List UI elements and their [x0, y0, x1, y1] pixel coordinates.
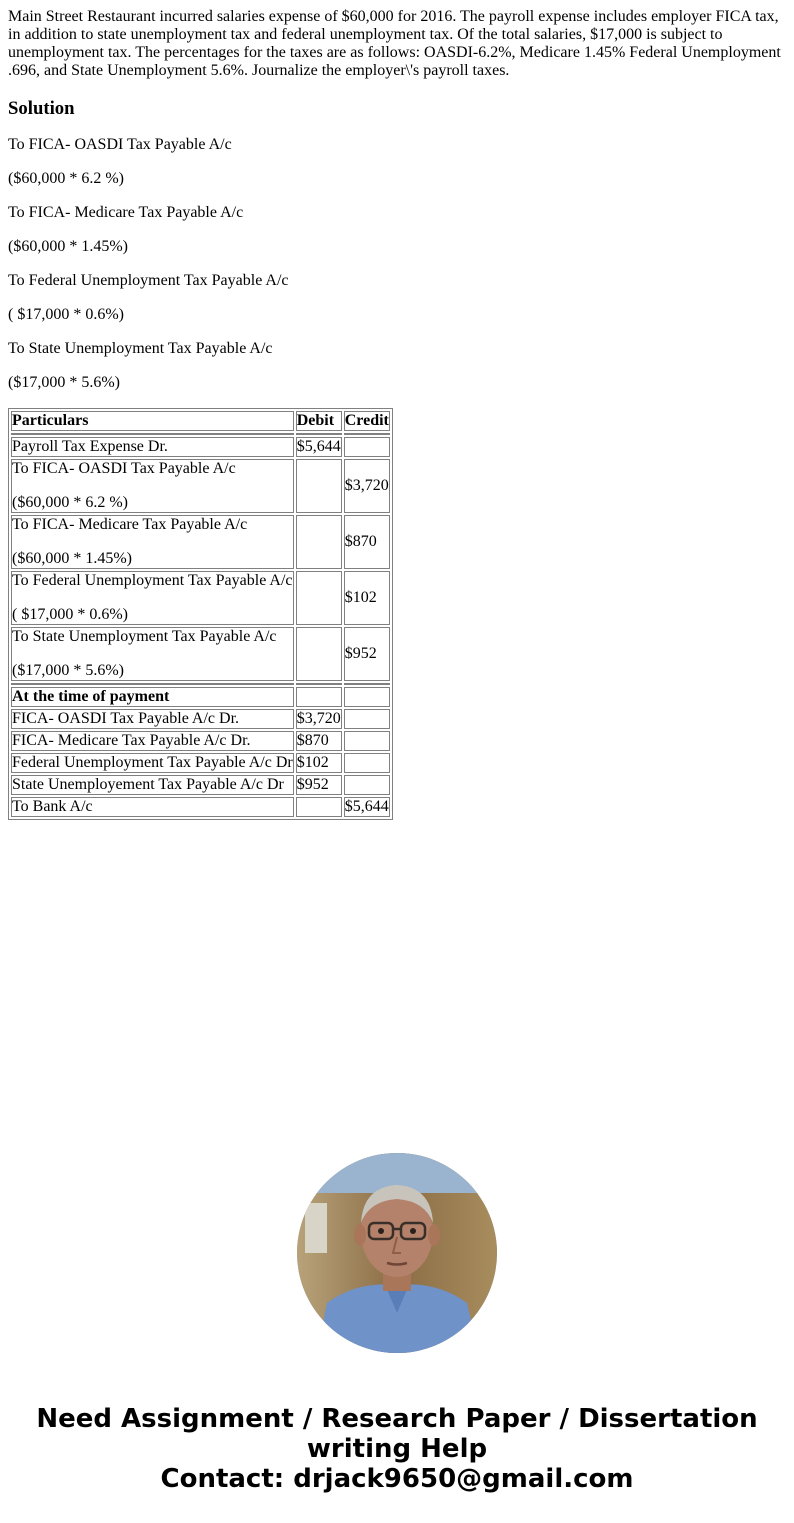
row-account: To FICA- OASDI Tax Payable A/c [12, 460, 236, 477]
footer-banner [0, 1404, 794, 1494]
row-credit [344, 753, 390, 773]
row-particular: Federal Unemployment Tax Payable A/c Dr [12, 754, 293, 771]
table-row [11, 753, 390, 773]
solution-line: To FICA- OASDI Tax Payable A/c [8, 136, 232, 153]
row-account: To State Unemployment Tax Payable A/c [12, 628, 277, 645]
row-debit: $5,644 [296, 438, 341, 455]
table-row [11, 731, 390, 751]
row-particular: FICA- OASDI Tax Payable A/c Dr. [11, 709, 294, 729]
row-particular [11, 627, 294, 681]
row-calc: ($60,000 * 6.2 %) [12, 494, 128, 511]
row-credit [344, 437, 390, 457]
row-credit: $5,644 [344, 798, 389, 815]
author-avatar [297, 1153, 497, 1353]
row-account: To Federal Unemployment Tax Payable A/c [12, 572, 293, 589]
solution-line: ($17,000 * 5.6%) [8, 374, 120, 391]
header-credit: Credit [344, 412, 389, 429]
row-credit [344, 709, 390, 729]
row-debit [296, 797, 342, 817]
row-debit: $870 [296, 731, 342, 751]
row-calc: ($17,000 * 5.6%) [12, 662, 124, 679]
row-debit [296, 515, 342, 569]
header-debit: Debit [296, 411, 342, 431]
solution-line: ($60,000 * 6.2 %) [8, 170, 124, 187]
solution-heading: Solution [8, 98, 75, 119]
row-credit [344, 731, 390, 751]
row-debit: $952 [296, 775, 342, 795]
table-separator [11, 683, 390, 685]
row-credit: $952 [344, 627, 390, 681]
row-debit: $102 [296, 753, 342, 773]
row-calc: ($60,000 * 1.45%) [12, 550, 132, 567]
row-debit [296, 687, 342, 707]
table-row [11, 627, 390, 681]
table-row [11, 515, 390, 569]
table-row [11, 775, 390, 795]
table-row [11, 709, 390, 729]
solution-line: ($60,000 * 1.45%) [8, 238, 128, 255]
payment-heading: At the time of payment [11, 687, 294, 707]
row-debit [296, 627, 342, 681]
table-row [11, 459, 390, 513]
row-particular: Payroll Tax Expense Dr. [11, 437, 294, 457]
journal-table [8, 408, 393, 820]
table-separator [11, 433, 390, 435]
row-credit [344, 775, 390, 795]
row-debit: $3,720 [296, 710, 341, 727]
row-particular [11, 571, 294, 625]
row-particular: To Bank A/c [11, 797, 294, 817]
table-header-row [11, 411, 390, 431]
row-particular [11, 515, 294, 569]
solution-line: To FICA- Medicare Tax Payable A/c [8, 204, 244, 221]
solution-line: ( $17,000 * 0.6%) [8, 306, 124, 323]
row-particular: FICA- Medicare Tax Payable A/c Dr. [11, 731, 294, 751]
table-row [11, 687, 390, 707]
table-row [11, 797, 390, 817]
footer-line: writing Help [306, 1434, 488, 1464]
header-particulars: Particulars [11, 411, 294, 431]
row-debit [296, 571, 342, 625]
row-particular: State Unemployement Tax Payable A/c Dr [11, 775, 294, 795]
row-account: To FICA- Medicare Tax Payable A/c [12, 516, 248, 533]
footer-contact: Contact: drjack9650@gmail.com [160, 1464, 634, 1494]
question-text: Main Street Restaurant incurred salaries expense of $60,000 for 2016. The payroll expense includes employer FICA tax, in addition to state unemployment tax and federal unemployment tax. Of the total salaries, $17,000 is subject to unemployment tax. The percentages for the taxes are as follows: OASDI-6.2%, Medicare 1.45% Federal Unemployment .696, and State Unemployment 5.6%. Journalize the employer\'s payroll taxes. [8, 8, 781, 79]
table-row [11, 437, 390, 457]
row-credit [344, 687, 390, 707]
solution-line: To State Unemployment Tax Payable A/c [8, 340, 273, 357]
row-particular [11, 459, 294, 513]
footer-line: Need Assignment / Research Paper / Dissertation [36, 1404, 758, 1434]
author-photo-icon [297, 1153, 497, 1353]
row-credit: $3,720 [344, 459, 390, 513]
table-row [11, 571, 390, 625]
row-debit [296, 459, 342, 513]
row-credit: $102 [344, 571, 390, 625]
row-credit: $870 [344, 515, 390, 569]
solution-line: To Federal Unemployment Tax Payable A/c [8, 272, 289, 289]
row-calc: ( $17,000 * 0.6%) [12, 606, 128, 623]
